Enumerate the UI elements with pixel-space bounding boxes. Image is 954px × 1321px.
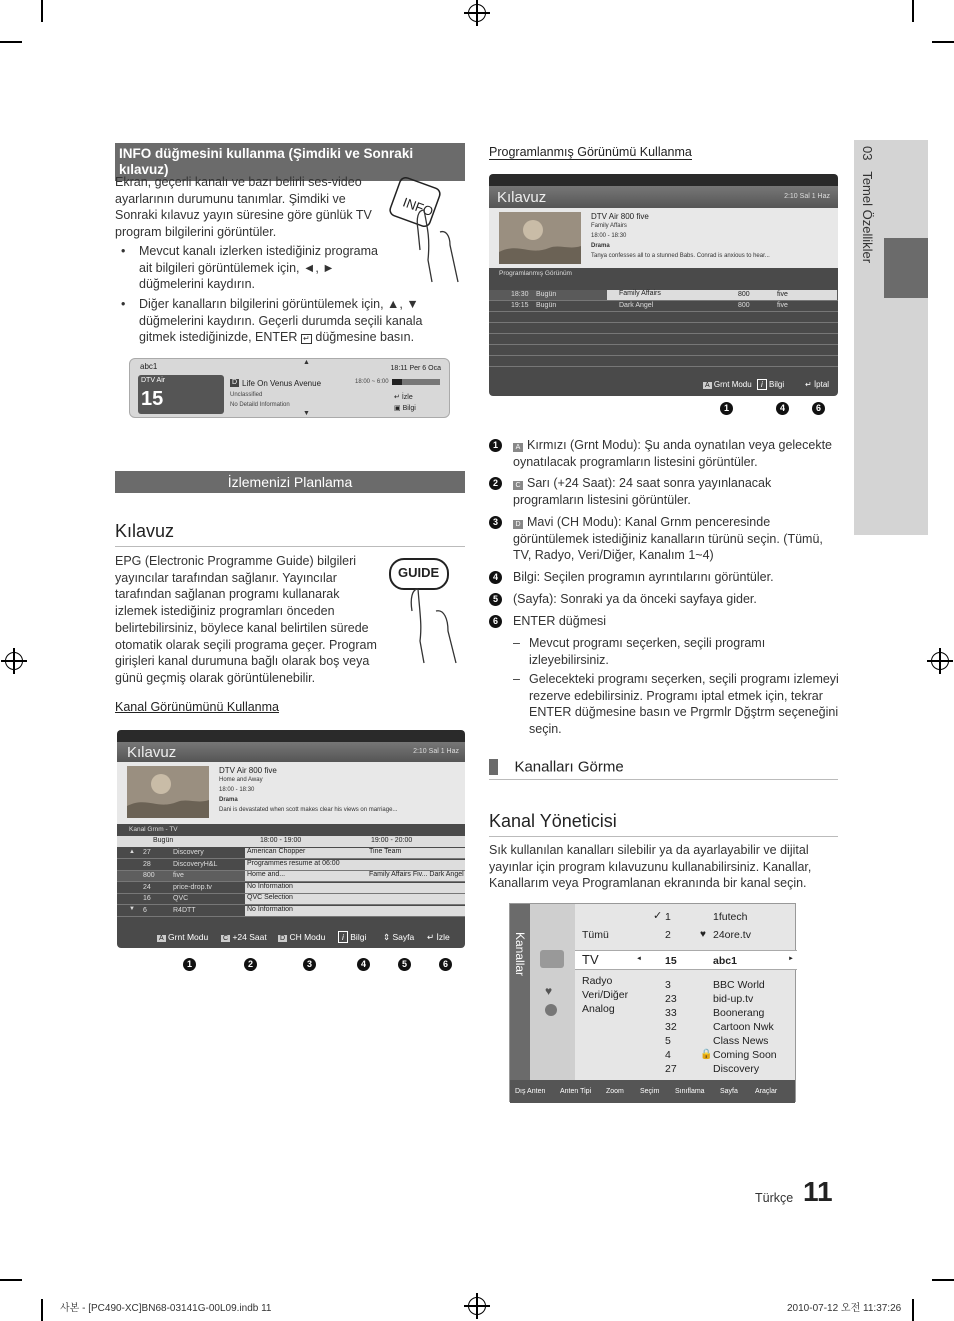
tv-icon[interactable] (540, 950, 564, 968)
bullet-2-tail: düğmesine basın. (315, 330, 415, 345)
guide-paragraph: EPG (Electronic Programme Guide) bilgileri yayıncılar tarafından sağlanır. Yayıncılar tarafından sağlanan programı kullanarak izlemek istediğiniz programları önceden belirtebilirsiniz, böylece kanal belirtilen sürede otomatik olarak seçili programa geçer. Program girişleri kanal durumuna bağlı olarak boş veya günü geçmiş olarak görüntülenebilir. (115, 554, 377, 685)
scheduled-view-title: Programlanmış Görünümü Kullanma (489, 145, 692, 159)
category-analog[interactable]: Analog (582, 1003, 615, 1015)
marker-6: 6 (439, 958, 452, 971)
legend-item (513, 475, 841, 508)
chapter-tab-light (884, 140, 928, 238)
channel-row[interactable] (117, 871, 465, 882)
check-icon: ✓ (653, 910, 663, 922)
today-label: Bugün (153, 837, 174, 844)
channel-number: 32 (665, 1021, 677, 1033)
channel-name[interactable]: Coming Soon (713, 1049, 777, 1061)
num: 28 (143, 860, 151, 868)
channel-number: 27 (665, 1063, 677, 1075)
footer-izle[interactable]: ↵ İzle (427, 932, 450, 942)
osd-watch: ↵ İzle (394, 394, 413, 401)
footer-language: Türkçe (755, 1191, 794, 1205)
p2 (367, 883, 465, 893)
legend-number: 5 (489, 593, 502, 606)
num: 24 (143, 883, 151, 891)
dash: – (513, 672, 520, 686)
osd-footer (510, 1080, 795, 1103)
osd-channel-box (138, 375, 224, 414)
channel-row[interactable] (117, 848, 465, 859)
name: price-drop.tv (173, 883, 212, 891)
channel-list (650, 908, 790, 1078)
marker-4: 4 (776, 402, 789, 415)
category-tumu[interactable]: Tümü (582, 929, 609, 941)
info-paragraph: Ekran, geçerli kanalı ve bazı belirli ses-video ayarlarının durumunu tanımlar. Şimdiki ve Sonraki kılavuz yayın süresine göre günlük TV program bilgilerini görüntüler. (115, 175, 372, 240)
p2: Family Affairs Fiv... Dark Angel (367, 871, 465, 881)
scheduled-row-empty (489, 323, 838, 334)
crop-mark (0, 1279, 22, 1281)
crop-mark (0, 41, 22, 43)
lock-icon: 🔒 (700, 1049, 713, 1060)
footer-item[interactable]: Sayfa (720, 1088, 738, 1095)
channel-manager-title: Kanal Yöneticisi (489, 811, 838, 837)
osd-channel-grid (117, 848, 465, 922)
channel-name[interactable]: Cartoon Nwk (713, 1021, 774, 1033)
osd-detail-panel (117, 762, 465, 824)
registration-mark (5, 652, 23, 670)
channel-number: 4 (665, 1049, 671, 1061)
bullet-dot: • (121, 297, 126, 311)
name: Discovery (173, 849, 204, 856)
channels-section-header (489, 758, 838, 780)
channels-header-text: Kanalları Görme (514, 758, 624, 776)
marker-2: 2 (244, 958, 257, 971)
scroll-up-icon[interactable]: ▲ (129, 849, 135, 855)
osd-program: Life On Venus Avenue (242, 379, 322, 388)
channel-number: 23 (665, 993, 677, 1005)
marker-4: 4 (357, 958, 370, 971)
scheduled-row[interactable]: 18:30 Bugün Family Affairs 800 five (489, 290, 838, 301)
legend-item (513, 613, 841, 630)
heart-fav-icon: ♥ (700, 929, 706, 940)
scheduled-view-osd (489, 174, 838, 396)
osd-title-bar (117, 742, 465, 762)
crop-mark (932, 41, 954, 43)
guide-button-label: GUIDE (398, 565, 440, 580)
chapter-number: 03 (860, 146, 875, 161)
right-arrow-icon[interactable]: ► (788, 956, 794, 962)
footer-item[interactable]: Zoom (606, 1088, 624, 1095)
registration-mark (931, 652, 949, 670)
p1: No Information (245, 906, 367, 916)
category-veri-diger[interactable]: Veri/Diğer (582, 989, 629, 1001)
program-thumbnail (127, 766, 209, 818)
crop-mark (932, 1279, 954, 1281)
scheduled-row-empty (489, 345, 838, 356)
legend-item (513, 569, 841, 586)
osd-icon-column (530, 904, 575, 1080)
channel-name[interactable]: Boonerang (713, 1007, 765, 1019)
channel-name[interactable]: bid-up.tv (713, 993, 754, 1005)
scheduled-row-empty (489, 334, 838, 345)
chapter-tab-light (884, 298, 928, 535)
p1: American Chopper (245, 848, 367, 858)
legend-text: Mavi (CH Modu): Kanal Grnm penceresinde görüntülemek istediğiniz kanalların türünü seçin. (Tümü, TV, Radyo, Veri/Diğer, Kanalım 1~4) (513, 515, 823, 563)
osd-time: 18:00 - 18:30 (591, 233, 627, 239)
osd-title: Kılavuz (127, 744, 177, 761)
p2: Tine Team (367, 848, 465, 858)
guide-title: Kılavuz (115, 521, 465, 547)
channel-row[interactable] (117, 906, 465, 917)
osd-source: DTV Air (141, 377, 166, 384)
legend-number: 3 (489, 516, 502, 529)
osd-up-arrow: ▲ (303, 359, 310, 366)
footer-24-saat[interactable]: C +24 Saat (223, 932, 267, 942)
osd-datetime: 2:10 Sal 1 Haz (784, 193, 830, 200)
name: five (173, 872, 184, 879)
color-key-icon: D (513, 520, 523, 529)
crop-mark (41, 1299, 43, 1321)
channel-view-title: Kanal Görünümünü Kullanma (115, 700, 279, 714)
enter-icon: ↵ (301, 334, 312, 344)
p2 (367, 894, 465, 904)
crop-mark (912, 0, 914, 22)
osd-progress-bar (392, 379, 440, 385)
registration-mark (468, 4, 486, 22)
plan-section-header: İzlemenizi Planlama (115, 471, 465, 493)
osd-side-strip (510, 904, 530, 1080)
legend-text: Sarı (+24 Saat): 24 saat sonra yayınlanacak programların listesini görüntüler. (513, 476, 772, 507)
category-tv[interactable]: TV (582, 952, 599, 967)
info-button-hand-icon (388, 170, 468, 285)
osd-program: DTV Air 800 five (591, 212, 649, 221)
num: 6 (143, 906, 147, 914)
footer-grnt-modu[interactable]: A Grnt Modu (705, 380, 752, 389)
channel-name[interactable]: BBC World (713, 979, 765, 991)
num: 27 (143, 849, 151, 856)
osd-channel-name: abc1 (140, 362, 158, 371)
footer-bilgi[interactable]: i Bilgi (338, 932, 366, 942)
osd-down-arrow: ▼ (303, 410, 310, 417)
bullet-1: Mevcut kanalı izlerken istediğiniz programa ait bilgileri görüntülemek için, ◄, ► düğmelerini kaydırın. (139, 244, 378, 292)
chapter-label: Temel Özellikler (860, 171, 875, 264)
channel-view-osd (117, 730, 465, 948)
num: 16 (143, 895, 151, 902)
osd-side-label: Kanallar (513, 932, 527, 977)
channel-number: 2 (665, 929, 671, 941)
channel-name[interactable]: 1futech (713, 911, 748, 923)
osd-footer (117, 928, 465, 948)
footer-date: 2010-07-12 오전 11:37:26 (787, 1303, 902, 1314)
osd-episode: Family Affairs (591, 223, 627, 229)
channel-row[interactable] (117, 860, 465, 871)
osd-genre: Drama (219, 797, 238, 803)
info-osd (129, 358, 450, 418)
name: R4DTT (173, 906, 196, 914)
p1: QVC Selection (245, 894, 367, 904)
osd-description: Tanya confesses all to a stunned Babs. Conrad is anxious to hear... (591, 253, 770, 259)
legend-item (513, 591, 841, 608)
registration-mark (468, 1297, 486, 1315)
osd-program: DTV Air 800 five (219, 766, 277, 775)
program-thumbnail (499, 212, 581, 264)
footer-item[interactable]: Araçlar (755, 1088, 778, 1095)
footer-item[interactable]: Sınıflama (675, 1088, 705, 1095)
osd-time-range: 18:00 ~ 6:00 (355, 379, 389, 385)
p1: Programmes resume at 06:00 (245, 860, 367, 870)
footer-item[interactable]: Anten Tipi (560, 1088, 592, 1095)
crop-mark (912, 1299, 914, 1321)
channel-number: 5 (665, 1035, 671, 1047)
footer-sayfa[interactable]: ⇕ Sayfa (383, 932, 415, 942)
guide-button-hand-icon (388, 555, 468, 665)
footer-file: 사본 - [PC490-XC]BN68-03141G-00L09.indb 11 (60, 1303, 272, 1314)
channel-number: 1 (665, 911, 671, 923)
channel-name[interactable]: abc1 (713, 955, 737, 967)
p1: No Information (245, 883, 367, 893)
footer-bilgi[interactable]: i Bilgi (757, 380, 784, 389)
crop-mark (41, 0, 43, 22)
p2 (367, 906, 465, 916)
legend-item (513, 437, 841, 470)
note-current-program: Mevcut programı seçerken, seçili programı izleyebilirsiniz. (529, 636, 766, 667)
d-key-icon: D (231, 379, 238, 386)
osd-classification: Unclassified (230, 392, 263, 398)
channel-row[interactable] (117, 883, 465, 894)
channel-row[interactable] (117, 894, 465, 905)
osd-detail-panel (489, 208, 838, 268)
legend-text: Kırmızı (Grnt Modu): Şu anda oynatılan veya gelecekte oynatılacak programların listesini görüntüler. (513, 438, 833, 469)
footer-item: Dış Anten (515, 1088, 546, 1095)
name: DiscoveryH&L (173, 860, 218, 868)
name: QVC (173, 895, 189, 902)
channel-manager-osd (509, 903, 796, 1102)
osd-channel-number: 15 (141, 388, 164, 410)
osd-footer (489, 376, 838, 394)
legend-number: 6 (489, 615, 502, 628)
marker-1: 1 (720, 402, 733, 415)
marker-6: 6 (812, 402, 825, 415)
legend-text: (Sayfa): Sonraki ya da önceki sayfaya gider. (513, 592, 757, 606)
info-section-header: INFO düğmesini kullanma (Şimdiki ve Sonraki kılavuz) (115, 143, 465, 181)
dash: – (513, 636, 520, 650)
footer-ch-modu[interactable]: D CH Modu (280, 932, 326, 942)
osd-time: 18:00 - 18:30 (219, 787, 255, 793)
legend-text: Bilgi: Seçilen programın ayrıntılarını görüntüler. (513, 570, 774, 584)
chapter-tab-active (884, 238, 928, 298)
osd-datetime: 2:10 Sal 1 Haz (413, 748, 459, 755)
slot-1-label: 18:00 - 19:00 (260, 837, 302, 844)
clock-icon[interactable] (545, 1004, 557, 1016)
color-key-icon: A (513, 443, 523, 452)
bullet-2 (139, 296, 434, 346)
osd-info: ▣ Bilgi (394, 405, 416, 412)
osd-genre: Drama (591, 243, 610, 249)
scroll-down-icon[interactable]: ▼ (129, 906, 135, 912)
channel-name[interactable]: 24ore.tv (713, 929, 751, 941)
heart-icon[interactable]: ♥ (545, 984, 553, 998)
legend-number: 1 (489, 439, 502, 452)
osd-title: Kılavuz (497, 189, 547, 206)
bullet-dot: • (121, 244, 126, 258)
osd-time: 18:11 Per 6 Oca (390, 365, 441, 372)
left-arrow-icon[interactable]: ◄ (636, 956, 642, 962)
channel-number: 3 (665, 979, 671, 991)
header-marker (489, 759, 498, 775)
marker-1: 1 (183, 958, 196, 971)
legend-item (513, 514, 841, 564)
chapter-tab (854, 140, 884, 535)
osd-title-bar (489, 186, 838, 208)
osd-description: Dani is devastated when scott makes clear his views on marriage... (219, 807, 398, 813)
osd-mode-label: Kanal Grnm - TV (129, 826, 178, 833)
num: 800 (143, 872, 155, 879)
channel-manager-paragraph: Sık kullanılan kanalları silebilir ya da ayarlayabilir ve dijital yayınlar için program kılavuzunu kullanabilirsiniz. Kanallar, Kanallarım veya Programlanan ekranında bir kanal seçin. (489, 843, 812, 891)
footer-grnt-modu[interactable]: A Grnt Modu (159, 932, 209, 942)
color-key-icon: C (513, 481, 523, 490)
scheduled-row-empty (489, 312, 838, 323)
p1: Home and... (245, 871, 367, 881)
slot-2-label: 19:00 - 20:00 (371, 837, 413, 844)
note-future-program: Gelecekteki programı seçerken, seçili programı izlemeyi rezerve edebilirsiniz. Programı iptal etmek için, tekrar ENTER düğmesine basın ve Prgrmlr Dğştrm seçeneğini seçin. (529, 672, 839, 737)
legend-text: ENTER düğmesi (513, 614, 607, 628)
category-radyo[interactable]: Radyo (582, 975, 613, 987)
osd-detail: No Detaild Information (230, 402, 290, 408)
scheduled-row-empty (489, 356, 838, 367)
osd-mode-label: Programlanmış Görünüm (499, 270, 572, 277)
footer-iptal[interactable]: ↵ İptal (805, 380, 830, 389)
bullet-2-text: Diğer kanalların bilgilerini görüntülemek için, ▲, ▼ düğmelerini kaydırın. Geçerli durumda seçili kanala gitmek istediğinizde, ENTER (139, 297, 423, 345)
scheduled-grid (489, 290, 838, 370)
channel-number: 15 (665, 955, 677, 967)
page-number: 11 (803, 1176, 833, 1207)
channel-number: 33 (665, 1007, 677, 1019)
channel-name[interactable]: Discovery (713, 1063, 760, 1075)
marker-5: 5 (398, 958, 411, 971)
svg-text:INFO: INFO (400, 194, 436, 220)
osd-episode: Home and Away (219, 777, 263, 783)
channel-name[interactable]: Class News (713, 1035, 769, 1047)
legend-number: 2 (489, 477, 502, 490)
scheduled-row[interactable]: 19:15 Bugün Dark Angel 800 five (489, 301, 838, 312)
footer-item[interactable]: Seçim (640, 1088, 660, 1095)
osd-grid-header (117, 836, 465, 847)
legend-number: 4 (489, 571, 502, 584)
p2 (367, 860, 465, 870)
marker-3: 3 (303, 958, 316, 971)
